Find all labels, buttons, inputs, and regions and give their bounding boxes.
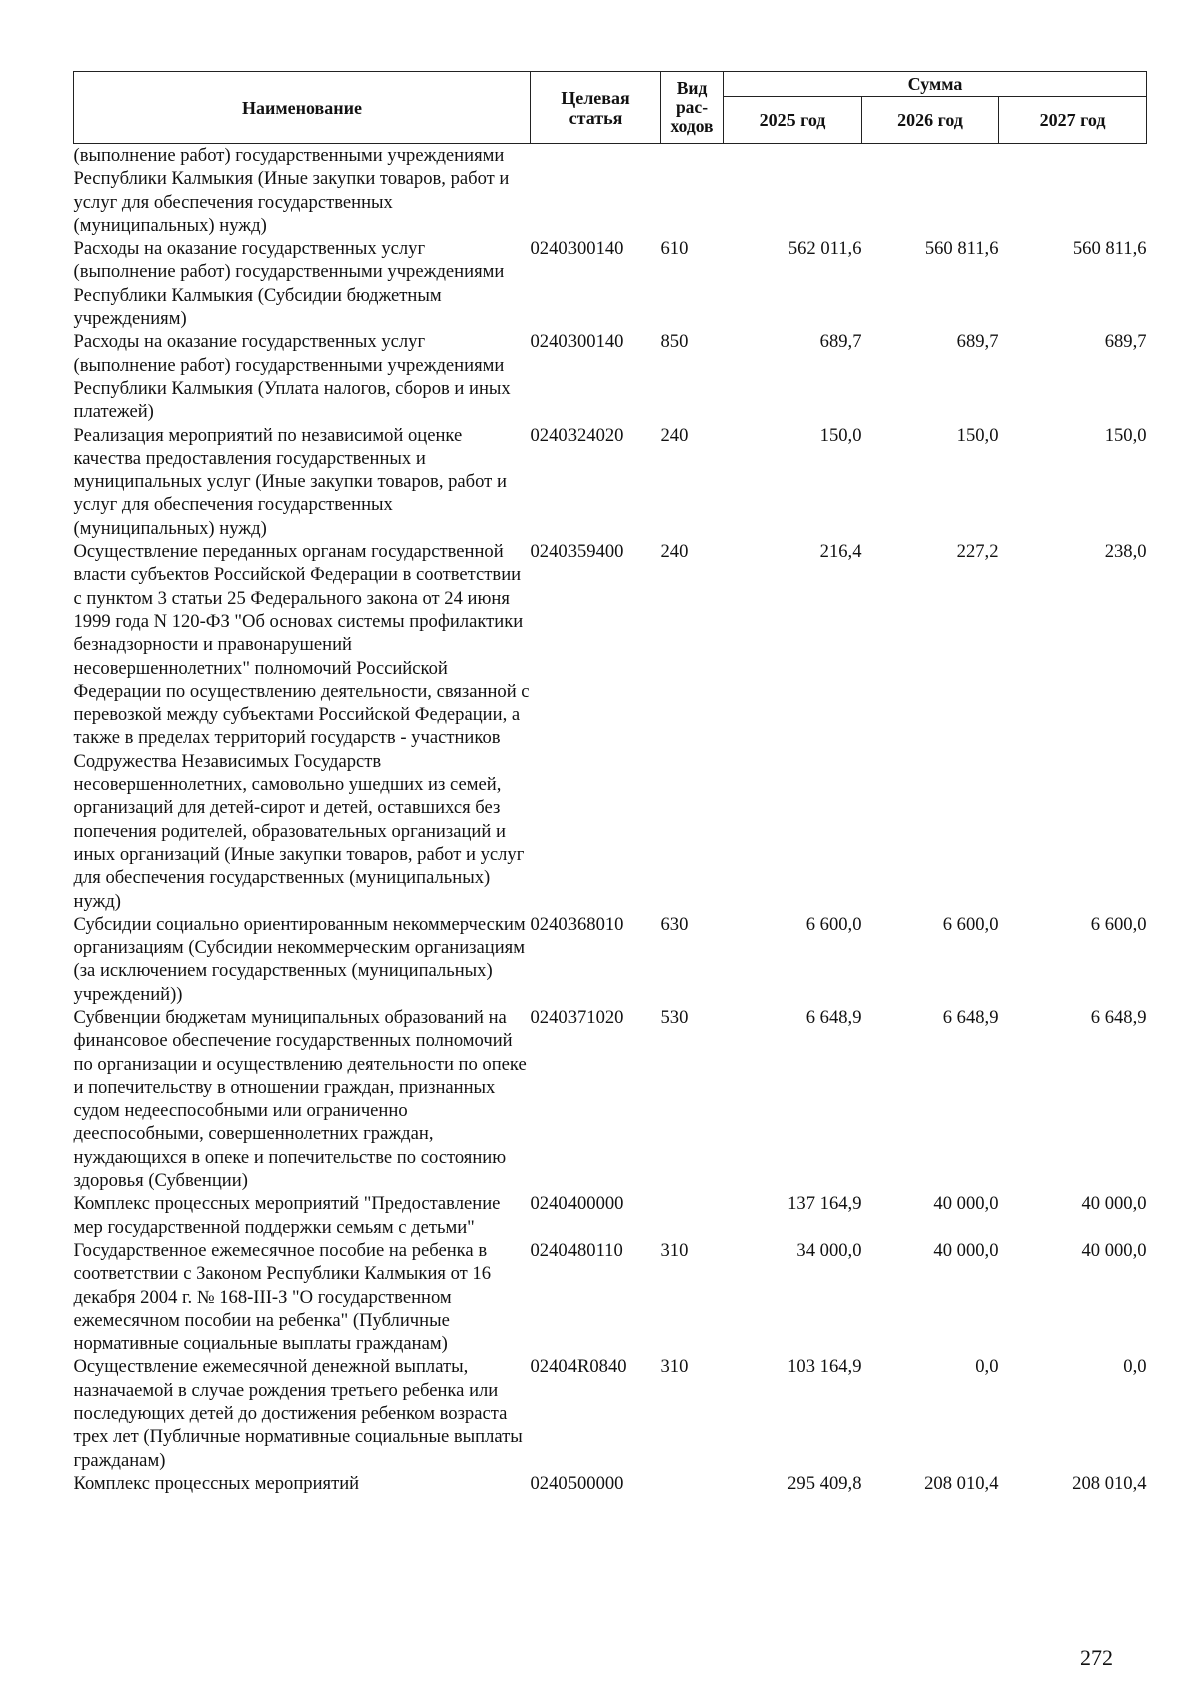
header-sum: Сумма (724, 72, 1147, 97)
row-expense-type: 240 (660, 541, 689, 563)
header-vid-line1: Вид (676, 78, 708, 98)
table-row (74, 913, 1147, 1006)
table-row (74, 540, 1147, 913)
row-sum-2027: 689,7 (1104, 331, 1147, 353)
row-name: Субвенции бюджетам муниципальных образований на финансовое обеспечение государственных полномочий по организации и осуществлению деятельности по опеке и попечительству в отношении граждан, признанных судом недееспособными или ограниченно дееспособными, совершеннолетних граждан, нуждающихся в опеке и попечительстве по состоянию здоровья (Субвенции) (73, 1006, 527, 1192)
row-sum-2025: 103 164,9 (787, 1356, 862, 1378)
row-sum-2026: 40 000,0 (933, 1193, 999, 1215)
header-target-article (531, 72, 661, 144)
row-name: Осуществление переданных органам государственной власти субъектов Российской Федерации в соответствии с пунктом 3 статьи 25 Федерального закона от 24 июня 1999 года N 120-ФЗ "Об основах системы профилактики безнадзорности и правонарушений несовершеннолетних" полномочий Российской Федерации по осуществлению деятельности, связанной с перевозкой между субъектами Российской Федерации, а также в пределах территорий государств - участников Содружества Независимых Государств несовершеннолетних, самовольно ушедших из семей, организаций для детей-сирот и детей, оставшихся без попечения родителей, образовательных организаций и иных организаций (Иные закупки товаров, работ и услуг для обеспечения государственных (муниципальных) нужд) (73, 541, 530, 912)
header-name: Наименование (74, 72, 531, 144)
row-sum-2026: 0,0 (975, 1356, 999, 1378)
row-name: Комплекс процессных мероприятий (73, 1472, 360, 1494)
row-target-article: 02404R0840 (530, 1356, 627, 1378)
row-name: Расходы на оказание государственных услуг (выполнение работ) государственными учреждениями Республики Калмыкия (Уплата налогов, сборов и иных платежей) (73, 331, 511, 423)
page-number: 272 (1080, 1645, 1113, 1670)
row-name: Субсидии социально ориентированным некоммерческим организациям (Субсидии некоммерческим организациям (за исключением государственных (муниципальных) учреждений)) (73, 913, 526, 1005)
row-sum-2026: 560 811,6 (924, 238, 999, 260)
row-sum-2027: 6 648,9 (1090, 1006, 1147, 1028)
table-row (74, 144, 1147, 238)
row-name: Реализация мероприятий по независимой оценке качества предоставления государственных и муниципальных услуг (Иные закупки товаров, работ и услуг для обеспечения государственных (муниципальных) нужд) (73, 424, 507, 539)
row-sum-2027: 6 600,0 (1090, 913, 1147, 935)
header-year-2025: 2025 год (724, 97, 862, 144)
row-target-article (531, 144, 661, 238)
row-sum-2027: 150,0 (1104, 424, 1147, 446)
row-sum-2026: 6 648,9 (942, 1006, 999, 1028)
row-sum-2027: 0,0 (1123, 1356, 1147, 1378)
row-target-article: 0240300140 (530, 331, 624, 353)
row-name: Расходы на оказание государственных услуг (выполнение работ) государственными учреждениями Республики Калмыкия (Субсидии бюджетным учреждениям) (73, 238, 505, 330)
header-code-line2: статья (568, 107, 623, 128)
row-sum-2026: 208 010,4 (924, 1472, 999, 1494)
row-sum-2025: 216,4 (819, 541, 862, 563)
table-row (74, 1192, 1147, 1239)
table-row (74, 424, 1147, 540)
row-sum-2025: 562 011,6 (787, 238, 862, 260)
row-expense-type: 310 (660, 1239, 689, 1261)
header-vid-line3: ходов (670, 116, 714, 136)
row-sum-2027: 40 000,0 (1081, 1193, 1147, 1215)
row-sum-2025: 689,7 (819, 331, 862, 353)
header-vid-line2: рас- (675, 97, 709, 117)
header-expense-type (661, 72, 724, 144)
row-sum-2025: 6 600,0 (805, 913, 862, 935)
row-sum-2027 (999, 144, 1147, 238)
row-sum-2026: 40 000,0 (933, 1239, 999, 1261)
table-row (74, 1472, 1147, 1495)
row-target-article: 0240368010 (530, 913, 624, 935)
row-sum-2027: 40 000,0 (1081, 1239, 1147, 1261)
row-name: Осуществление ежемесячной денежной выплаты, назначаемой в случае рождения третьего ребенка или последующих детей до достижения ребенком возраста трех лет (Публичные нормативные социальные выплаты гражданам) (73, 1356, 523, 1471)
row-sum-2026: 150,0 (956, 424, 999, 446)
row-expense-type: 610 (660, 238, 689, 260)
row-name: Государственное ежемесячное пособие на ребенка в соответствии с Законом Республики Калмыкия от 16 декабря 2004 г. № 168-III-З "О государственном ежемесячном пособии на ребенка" (Публичные нормативные социальные выплаты гражданам) (73, 1239, 492, 1355)
row-target-article: 0240324020 (530, 424, 624, 446)
row-expense-type: 310 (660, 1356, 689, 1378)
row-sum-2027: 560 811,6 (1072, 238, 1147, 260)
row-expense-type (661, 1472, 724, 1495)
row-expense-type (661, 144, 724, 238)
row-target-article: 0240480110 (530, 1239, 623, 1261)
row-sum-2027: 208 010,4 (1072, 1472, 1147, 1494)
row-sum-2026 (862, 144, 999, 238)
row-expense-type: 630 (660, 913, 689, 935)
row-target-article: 0240359400 (530, 541, 624, 563)
row-target-article: 0240371020 (530, 1006, 624, 1028)
row-expense-type: 850 (660, 331, 689, 353)
table-row (74, 1355, 1147, 1471)
row-sum-2026: 227,2 (956, 541, 999, 563)
row-sum-2026: 6 600,0 (942, 913, 999, 935)
header-code-line1: Целевая (561, 87, 630, 108)
header-year-2026: 2026 год (862, 97, 999, 144)
row-sum-2025: 137 164,9 (787, 1193, 862, 1215)
row-target-article: 0240500000 (530, 1472, 624, 1494)
row-expense-type (661, 1192, 724, 1239)
table-body (74, 144, 1147, 1496)
budget-table (73, 71, 1147, 1495)
row-target-article: 0240300140 (530, 238, 624, 260)
table-header (74, 72, 1147, 144)
table-row (74, 1239, 1147, 1355)
row-sum-2025: 295 409,8 (787, 1472, 862, 1494)
row-sum-2026: 689,7 (956, 331, 999, 353)
row-sum-2025: 150,0 (819, 424, 862, 446)
row-sum-2025: 6 648,9 (805, 1006, 862, 1028)
row-expense-type: 240 (660, 424, 689, 446)
table-row (74, 1006, 1147, 1192)
row-expense-type: 530 (660, 1006, 689, 1028)
row-name: (выполнение работ) государственными учреждениями Республики Калмыкия (Иные закупки товаров, работ и услуг для обеспечения государственных (муниципальных) нужд) (73, 145, 510, 236)
header-year-2027: 2027 год (999, 97, 1147, 144)
table-row (74, 237, 1147, 330)
row-target-article: 0240400000 (530, 1193, 624, 1215)
row-name: Комплекс процессных мероприятий "Предоставление мер государственной поддержки семьям с детьми" (73, 1193, 501, 1238)
table-row (74, 330, 1147, 423)
row-sum-2025 (724, 144, 862, 238)
row-sum-2025: 34 000,0 (796, 1239, 862, 1261)
row-sum-2027: 238,0 (1104, 541, 1147, 563)
